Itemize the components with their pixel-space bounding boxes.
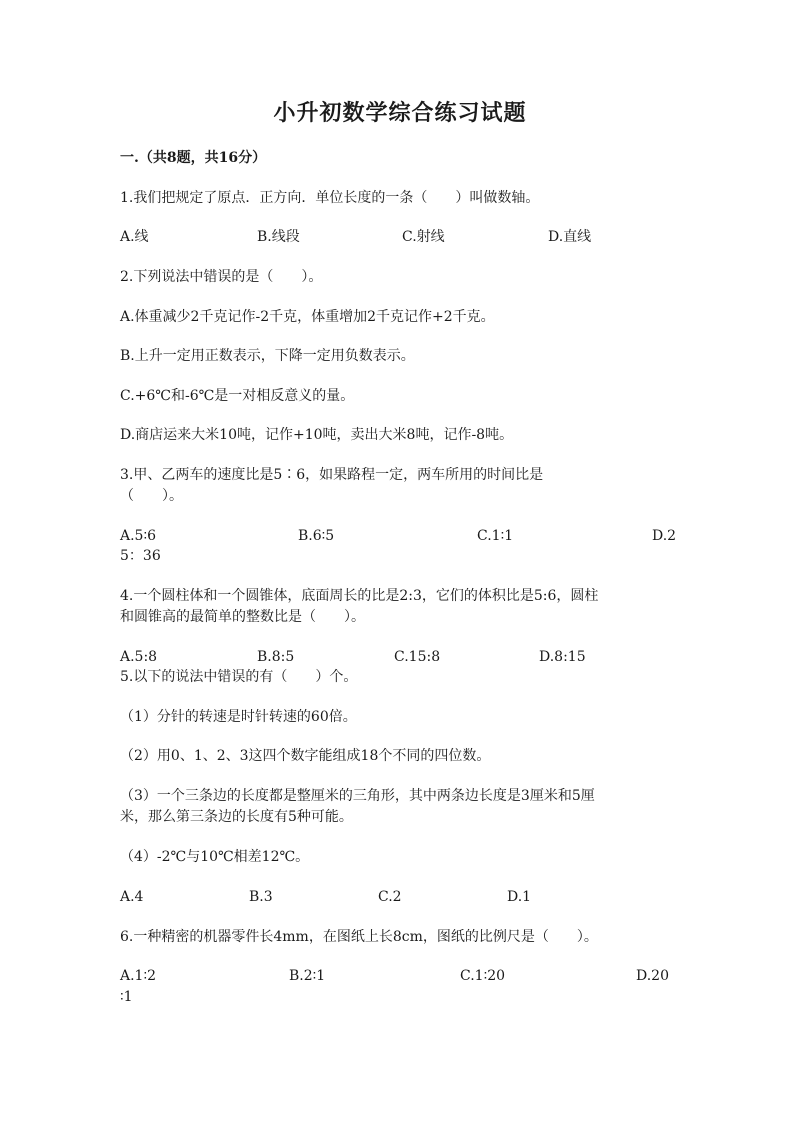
- q2-option-a: A.体重减少2千克记作-2千克，体重增加2千克记作+2千克。: [120, 309, 495, 325]
- question-1-stem: 1.我们把规定了原点．正方向．单位长度的一条（ ）叫做数轴。: [120, 190, 540, 206]
- q2-option-c: C.+6℃和-6℃是一对相反意义的量。: [120, 388, 355, 404]
- q5-statement-3-cont: 米，那么第三条边的长度有5种可能。: [120, 809, 353, 825]
- page-title: 小升初数学综合练习试题: [273, 100, 527, 126]
- question-2-stem: 2.下列说法中错误的是（ ）。: [120, 269, 323, 285]
- question-3-stem-cont: （ ）。: [120, 488, 183, 504]
- q6-option-c: C.1∶20: [460, 968, 506, 984]
- q3-option-c: C.1∶1: [477, 528, 514, 544]
- q4-option-c: C.15:8: [394, 649, 441, 665]
- q5-option-c: C.2: [378, 889, 402, 905]
- q1-option-c: C.射线: [402, 229, 445, 245]
- q6-option-d: D.20: [636, 968, 669, 984]
- q5-option-d: D.1: [507, 889, 532, 905]
- q5-statement-1: （1）分针的转速是时针转速的60倍。: [120, 709, 357, 725]
- q6-option-b: B.2∶1: [289, 968, 326, 984]
- q1-option-a: A.线: [120, 229, 149, 245]
- question-6-stem: 6.一种精密的机器零件长4mm，在图纸上长8cm，图纸的比例尺是（ ）。: [120, 929, 598, 945]
- question-5-stem: 5.以下的说法中错误的有（ ）个。: [120, 669, 358, 685]
- q2-option-d: D.商店运来大米10吨，记作+10吨，卖出大米8吨，记作-8吨。: [120, 427, 514, 443]
- q3-option-a: A.5∶6: [120, 528, 157, 544]
- q5-statement-3: （3）一个三条边的长度都是整厘米的三角形，其中两条边长度是3厘米和5厘: [120, 788, 595, 804]
- q6-option-d-wrap: ∶1: [120, 989, 133, 1005]
- q5-option-b: B.3: [249, 889, 273, 905]
- question-4-stem: 4.一个圆柱体和一个圆锥体，底面周长的比是2:3，它们的体积比是5:6，圆柱: [120, 588, 599, 604]
- q6-option-a: A.1∶2: [120, 968, 157, 984]
- q1-option-d: D.直线: [548, 229, 592, 245]
- question-3-stem: 3.甲、乙两车的速度比是5∶6，如果路程一定，两车所用的时间比是: [120, 467, 544, 483]
- q5-statement-4: （4）-2℃与10℃相差12℃。: [120, 849, 310, 865]
- section-heading: 一.（共8题，共16分）: [120, 150, 267, 166]
- q3-option-b: B.6∶5: [298, 528, 335, 544]
- q3-option-d-wrap: 5：36: [120, 548, 161, 564]
- q2-option-b: B.上升一定用正数表示，下降一定用负数表示。: [120, 348, 415, 364]
- q5-option-a: A.4: [120, 889, 144, 905]
- q5-statement-2: （2）用0、1、2、3这四个数字能组成18个不同的四位数。: [120, 748, 491, 764]
- q4-option-b: B.8:5: [257, 649, 295, 665]
- q1-option-b: B.线段: [257, 229, 300, 245]
- q4-option-d: D.8:15: [539, 649, 586, 665]
- q4-option-a: A.5:8: [120, 649, 158, 665]
- question-4-stem-cont: 和圆锥高的最简单的整数比是（ ）。: [120, 609, 365, 625]
- q3-option-d: D.2: [652, 528, 677, 544]
